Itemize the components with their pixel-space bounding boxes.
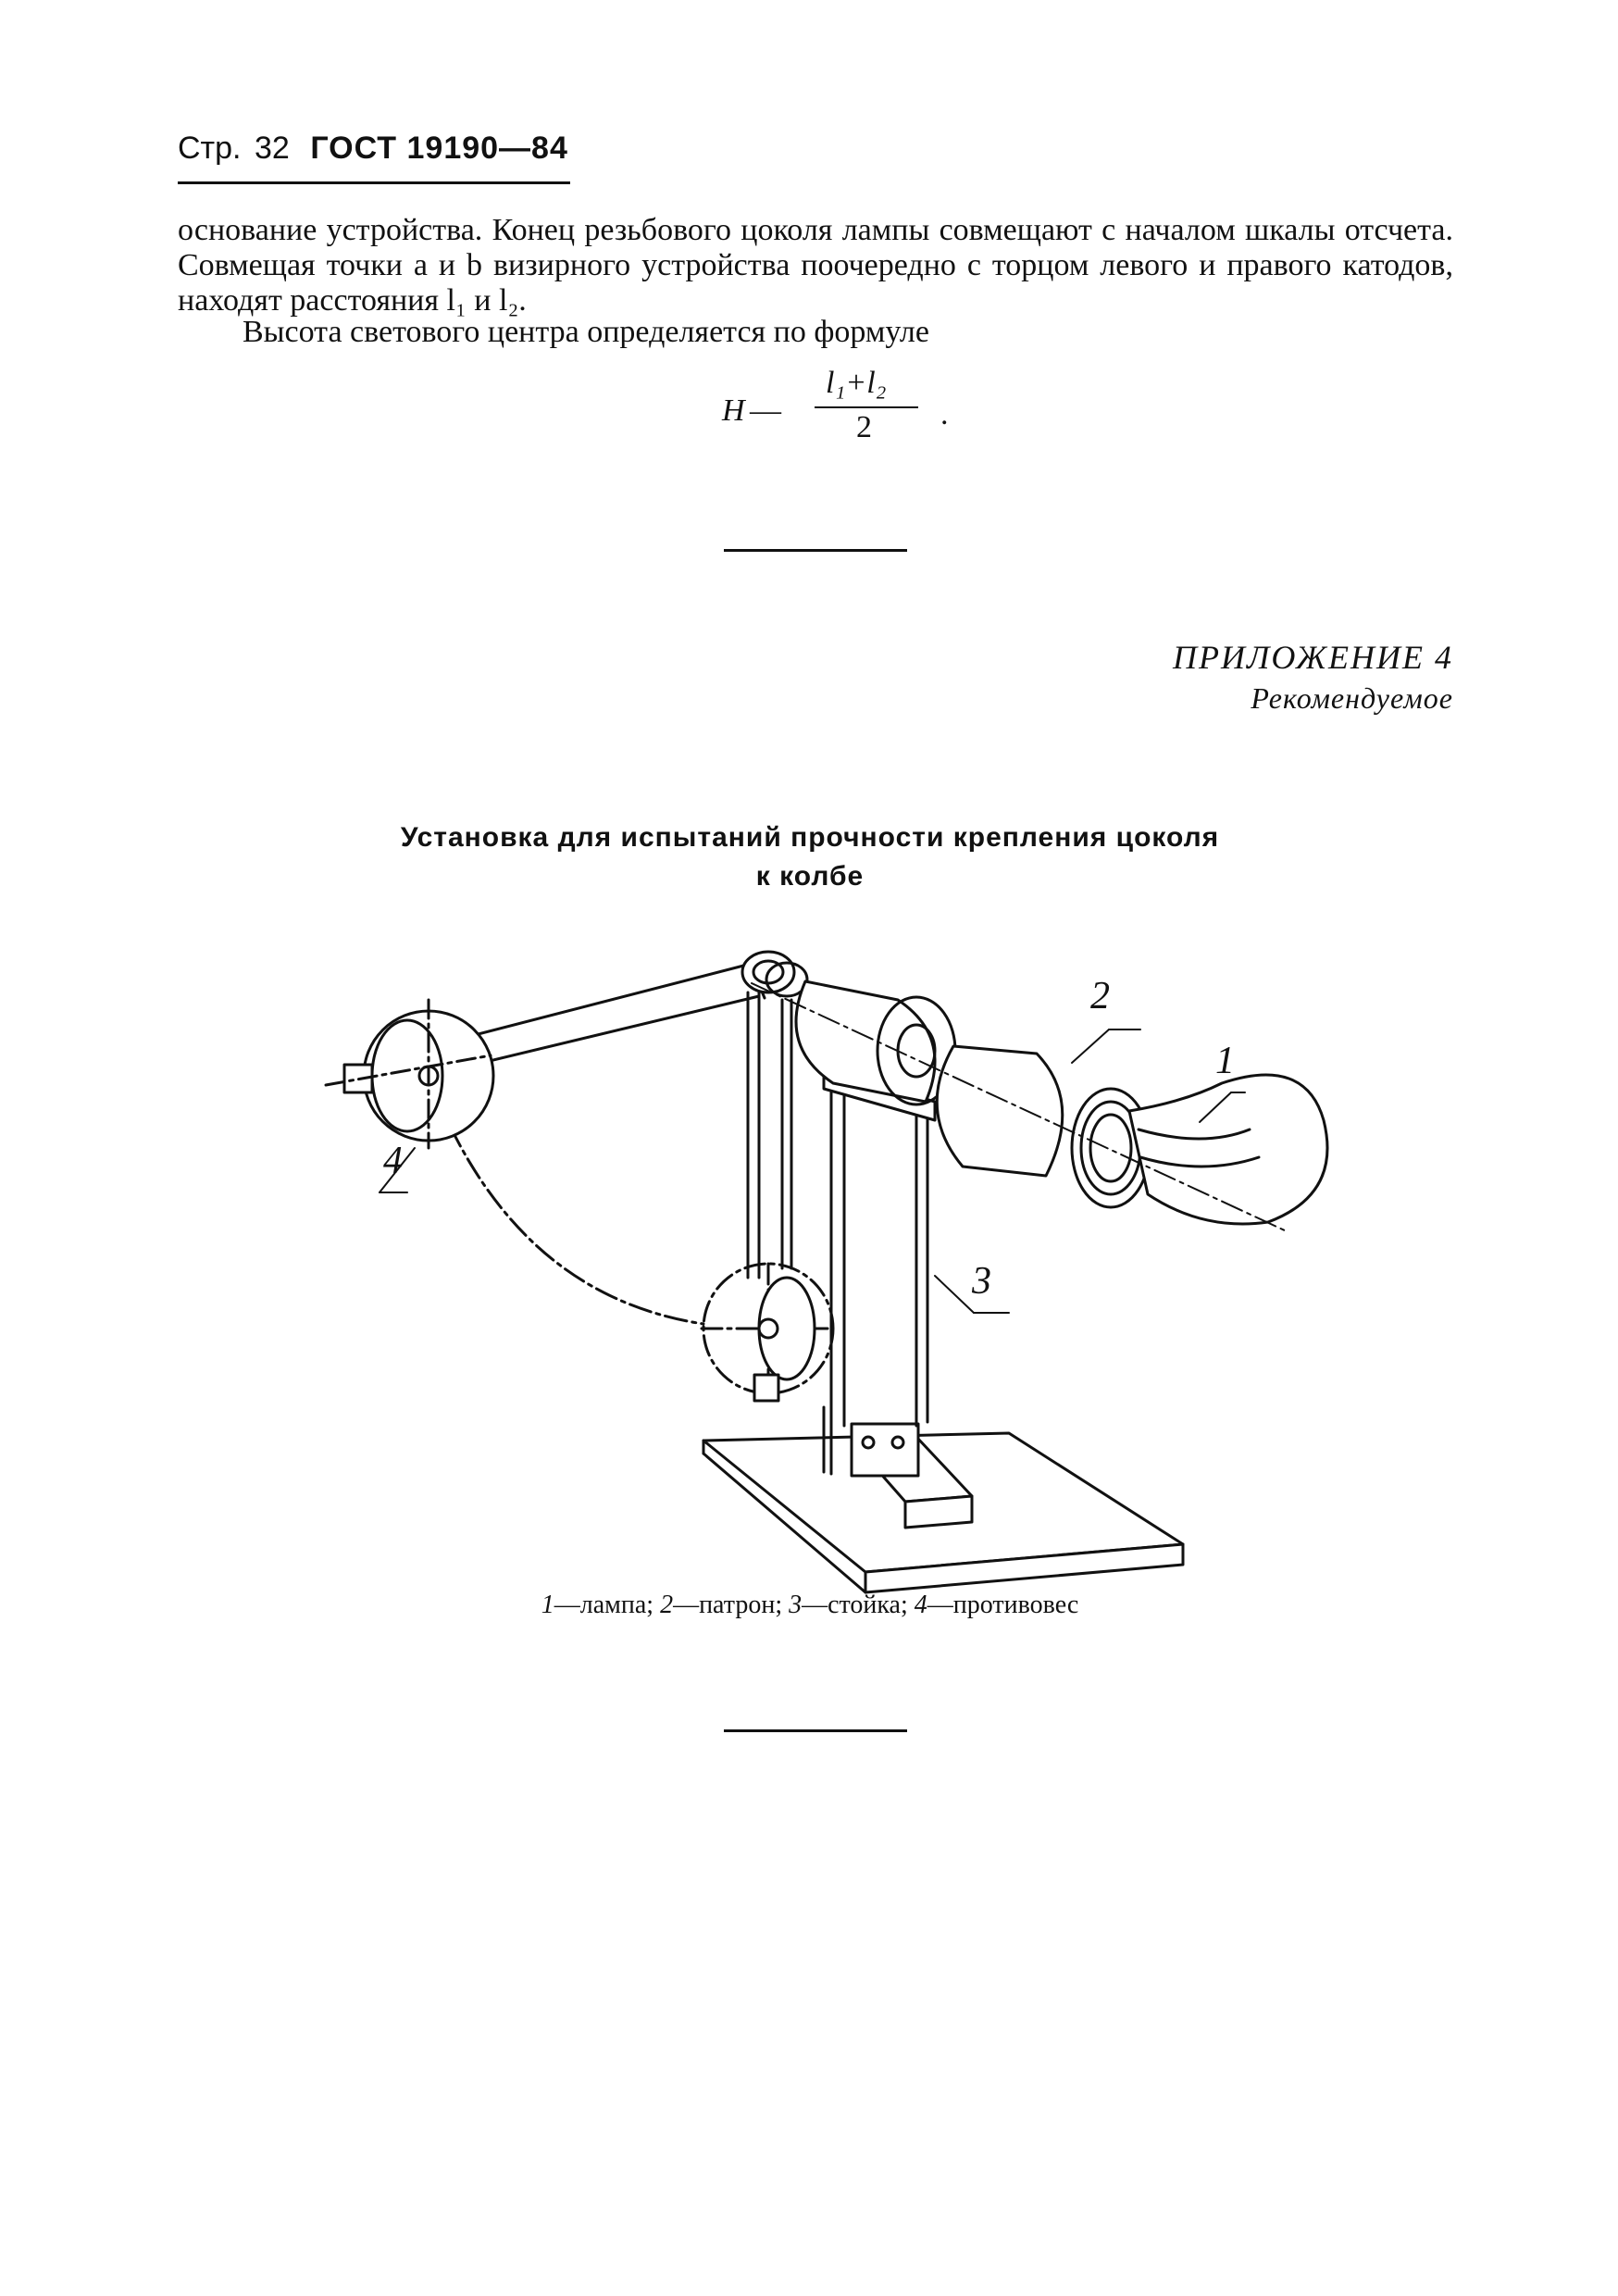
appendix-subtitle: Рекомендуемое — [1251, 681, 1453, 715]
figure-title-line-1: Установка для испытаний прочности крепления цоколя — [400, 822, 1220, 853]
formula-denominator: 2 — [856, 410, 872, 444]
label-1: 1 — [1215, 1040, 1235, 1082]
figure-title-line-2: к колбе — [755, 861, 865, 892]
caption-num-1: 1 — [541, 1591, 554, 1619]
figure-caption — [278, 1590, 1342, 1621]
appendix-title: ПРИЛОЖЕНИЕ 4 — [1173, 639, 1453, 676]
hanging-rod — [748, 992, 791, 1278]
caption-text-1: —лампа; — [554, 1591, 654, 1619]
caption-text-2: —патрон; — [673, 1591, 783, 1619]
label-2: 2 — [1090, 975, 1110, 1017]
formula-lhs: H — [722, 393, 745, 428]
counterweight-4 — [326, 1000, 493, 1148]
caption-text-4: —противовес — [927, 1591, 1079, 1619]
caption-num-3: 3 — [789, 1591, 803, 1619]
paragraph-1: основание устройства. Конец резьбового цоколя лампы совмещают с началом шкалы отсчета. Совмещая точки a и b визирного устройства поочередно с торцом левого и правого катодов, находят расстояния l₁ и l₂. — [178, 213, 1453, 318]
paragraph-2: Высота светового центра определяется по формуле — [243, 315, 929, 349]
caption-num-4: 4 — [914, 1591, 927, 1619]
pivot — [742, 952, 807, 996]
stand-3 — [824, 1070, 935, 1426]
formula-end: . — [940, 397, 949, 431]
page-number: 32 — [254, 131, 290, 166]
formula-numerator: l₁+l₂ — [826, 366, 887, 400]
label-3: 3 — [972, 1260, 991, 1303]
page-label: Стр. — [178, 131, 242, 166]
label-4: 4 — [383, 1140, 403, 1182]
swing-arc — [435, 1092, 703, 1324]
lamp-1 — [1129, 1075, 1327, 1224]
separator-bottom — [724, 1729, 907, 1732]
caption-text-3: —стойка; — [802, 1591, 908, 1619]
counterweight-arm — [467, 963, 765, 1065]
caption-num-2: 2 — [660, 1591, 674, 1619]
standard-number: ГОСТ 19190—84 — [310, 131, 568, 166]
formula-operator: — — [750, 393, 781, 428]
